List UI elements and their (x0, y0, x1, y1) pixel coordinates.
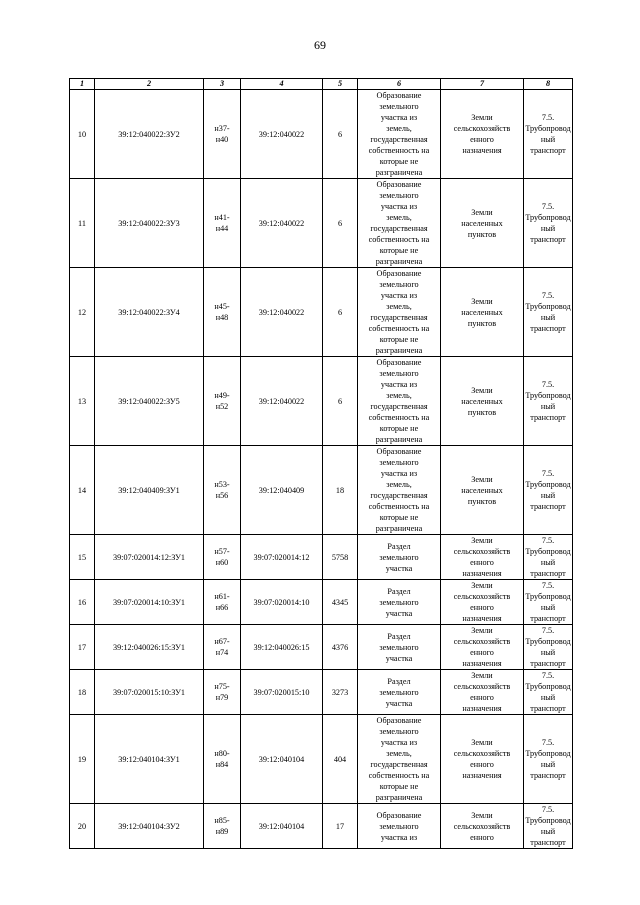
area-cell: 4345 (323, 580, 358, 625)
table-row (70, 625, 573, 670)
area-cell: 3273 (323, 670, 358, 715)
row-number-cell: 13 (70, 357, 95, 446)
table-body (70, 90, 573, 849)
cadastral-quarter-cell: 39:12:040104 (241, 715, 323, 804)
cadastral-number-cell: 39:12:040022:ЗУ4 (95, 268, 204, 357)
header-cell: 4 (241, 79, 323, 90)
header-cell: 6 (358, 79, 441, 90)
permitted-use-cell: 7.5. Трубопроводный транспорт (524, 179, 573, 268)
land-category-cell: Земли сельскохозяйств енного назначения (441, 715, 524, 804)
cadastral-number-cell: 39:12:040022:ЗУ5 (95, 357, 204, 446)
formation-method-cell: Образование земельного участка из земель, государственная собственность на которые не разграничена (358, 357, 441, 446)
header-row (70, 79, 573, 90)
row-number-cell: 12 (70, 268, 95, 357)
cadastral-quarter-cell: 39:12:040022 (241, 90, 323, 179)
row-number-cell: 17 (70, 625, 95, 670)
cadastral-quarter-cell: 39:07:020015:10 (241, 670, 323, 715)
land-category-cell: Земли населенных пунктов (441, 357, 524, 446)
area-cell: 6 (323, 268, 358, 357)
table-row (70, 268, 573, 357)
row-number-cell: 20 (70, 804, 95, 849)
area-cell: 6 (323, 90, 358, 179)
formation-method-cell: Образование земельного участка из земель, государственная собственность на которые не разграничена (358, 268, 441, 357)
cadastral-number-cell: 39:12:040104:ЗУ2 (95, 804, 204, 849)
cadastral-number-cell: 39:12:040104:ЗУ1 (95, 715, 204, 804)
land-category-cell: Земли сельскохозяйств енного назначения (441, 670, 524, 715)
area-cell: 18 (323, 446, 358, 535)
table-row (70, 670, 573, 715)
boundary-points-cell: н45- н48 (204, 268, 241, 357)
permitted-use-cell: 7.5. Трубопроводный транспорт (525, 805, 571, 847)
header-cell: 1 (70, 79, 95, 90)
table-row (70, 715, 573, 804)
land-category-cell: Земли сельскохозяйств енного назначения (441, 625, 524, 670)
permitted-use-cell: 7.5. Трубопроводный транспорт (525, 671, 571, 713)
page-number: 69 (314, 38, 326, 52)
permitted-use-cell: 7.5. Трубопроводный транспорт (524, 357, 573, 446)
table-row (70, 580, 573, 625)
boundary-points-cell: н75- н79 (204, 670, 241, 715)
cadastral-number-cell: 39:07:020014:10:ЗУ1 (95, 580, 204, 625)
table-row (70, 804, 573, 849)
row-number-cell: 19 (70, 715, 95, 804)
cadastral-quarter-cell: 39:07:020014:10 (241, 580, 323, 625)
area-cell: 6 (323, 179, 358, 268)
formation-method-cell: Образование земельного участка из (358, 804, 441, 849)
table-row (70, 535, 573, 580)
boundary-points-cell: н85- н89 (204, 804, 241, 849)
table-row (70, 179, 573, 268)
formation-method-cell: Раздел земельного участка (358, 580, 441, 625)
row-number-cell: 18 (70, 670, 95, 715)
permitted-use-cell: 7.5. Трубопроводный транспорт (524, 715, 573, 804)
header-cell: 7 (441, 79, 524, 90)
permitted-use-cell: 7.5. Трубопроводный транспорт (524, 446, 573, 535)
land-category-cell: Земли сельскохозяйств енного назначения (441, 90, 524, 179)
header-cell: 3 (204, 79, 241, 90)
boundary-points-cell: н37- н40 (204, 90, 241, 179)
table-row (70, 357, 573, 446)
land-category-cell: Земли населенных пунктов (441, 179, 524, 268)
formation-method-cell: Образование земельного участка из земель, государственная собственность на которые не разграничена (358, 715, 441, 804)
permitted-use-cell: 7.5. Трубопроводный транспорт (525, 536, 571, 578)
row-number-cell: 16 (70, 580, 95, 625)
cadastral-quarter-cell: 39:12:040022 (241, 179, 323, 268)
cadastral-quarter-cell: 39:12:040104 (241, 804, 323, 849)
cadastral-quarter-cell: 39:12:040026:15 (241, 625, 323, 670)
boundary-points-cell: н80- н84 (204, 715, 241, 804)
land-category-cell: Земли населенных пунктов (441, 268, 524, 357)
land-category-cell: Земли сельскохозяйств енного назначения (441, 535, 524, 580)
row-number-cell: 10 (70, 90, 95, 179)
cadastral-number-cell: 39:07:020015:10:ЗУ1 (95, 670, 204, 715)
land-category-cell: Земли сельскохозяйств енного (441, 804, 524, 849)
area-cell: 404 (323, 715, 358, 804)
cadastral-quarter-cell: 39:07:020014:12 (241, 535, 323, 580)
boundary-points-cell: н49- н52 (204, 357, 241, 446)
land-category-cell: Земли сельскохозяйств енного назначения (441, 580, 524, 625)
cadastral-number-cell: 39:12:040022:ЗУ3 (95, 179, 204, 268)
table-row (70, 446, 573, 535)
permitted-use-cell: 7.5. Трубопроводный транспорт (525, 626, 571, 668)
formation-method-cell: Образование земельного участка из земель, государственная собственность на которые не разграничена (358, 90, 441, 179)
table-row (70, 90, 573, 179)
land-plots-table (69, 78, 573, 849)
permitted-use-cell: 7.5. Трубопроводный транспорт (525, 581, 571, 623)
row-number-cell: 11 (70, 179, 95, 268)
formation-method-cell: Раздел земельного участка (358, 625, 441, 670)
cadastral-number-cell: 39:12:040409:ЗУ1 (95, 446, 204, 535)
area-cell: 17 (323, 804, 358, 849)
boundary-points-cell: н67- н74 (204, 625, 241, 670)
land-category-cell: Земли населенных пунктов (441, 446, 524, 535)
cadastral-number-cell: 39:12:040026:15:ЗУ1 (95, 625, 204, 670)
row-number-cell: 15 (70, 535, 95, 580)
permitted-use-cell: 7.5. Трубопроводный транспорт (524, 90, 573, 179)
boundary-points-cell: н53- н56 (204, 446, 241, 535)
cadastral-number-cell: 39:12:040022:ЗУ2 (95, 90, 204, 179)
header-cell: 8 (524, 79, 573, 90)
area-cell: 4376 (323, 625, 358, 670)
area-cell: 6 (323, 357, 358, 446)
formation-method-cell: Раздел земельного участка (358, 670, 441, 715)
formation-method-cell: Образование земельного участка из земель, государственная собственность на которые не разграничена (358, 446, 441, 535)
area-cell: 5758 (323, 535, 358, 580)
cadastral-number-cell: 39:07:020014:12:ЗУ1 (95, 535, 204, 580)
boundary-points-cell: н57- н60 (204, 535, 241, 580)
row-number-cell: 14 (70, 446, 95, 535)
cadastral-quarter-cell: 39:12:040022 (241, 357, 323, 446)
header-cell: 2 (95, 79, 204, 90)
header-cell: 5 (323, 79, 358, 90)
boundary-points-cell: н41- н44 (204, 179, 241, 268)
boundary-points-cell: н61- н66 (204, 580, 241, 625)
permitted-use-cell: 7.5. Трубопроводный транспорт (524, 268, 573, 357)
cadastral-quarter-cell: 39:12:040022 (241, 268, 323, 357)
formation-method-cell: Раздел земельного участка (358, 535, 441, 580)
cadastral-quarter-cell: 39:12:040409 (241, 446, 323, 535)
formation-method-cell: Образование земельного участка из земель, государственная собственность на которые не разграничена (358, 179, 441, 268)
